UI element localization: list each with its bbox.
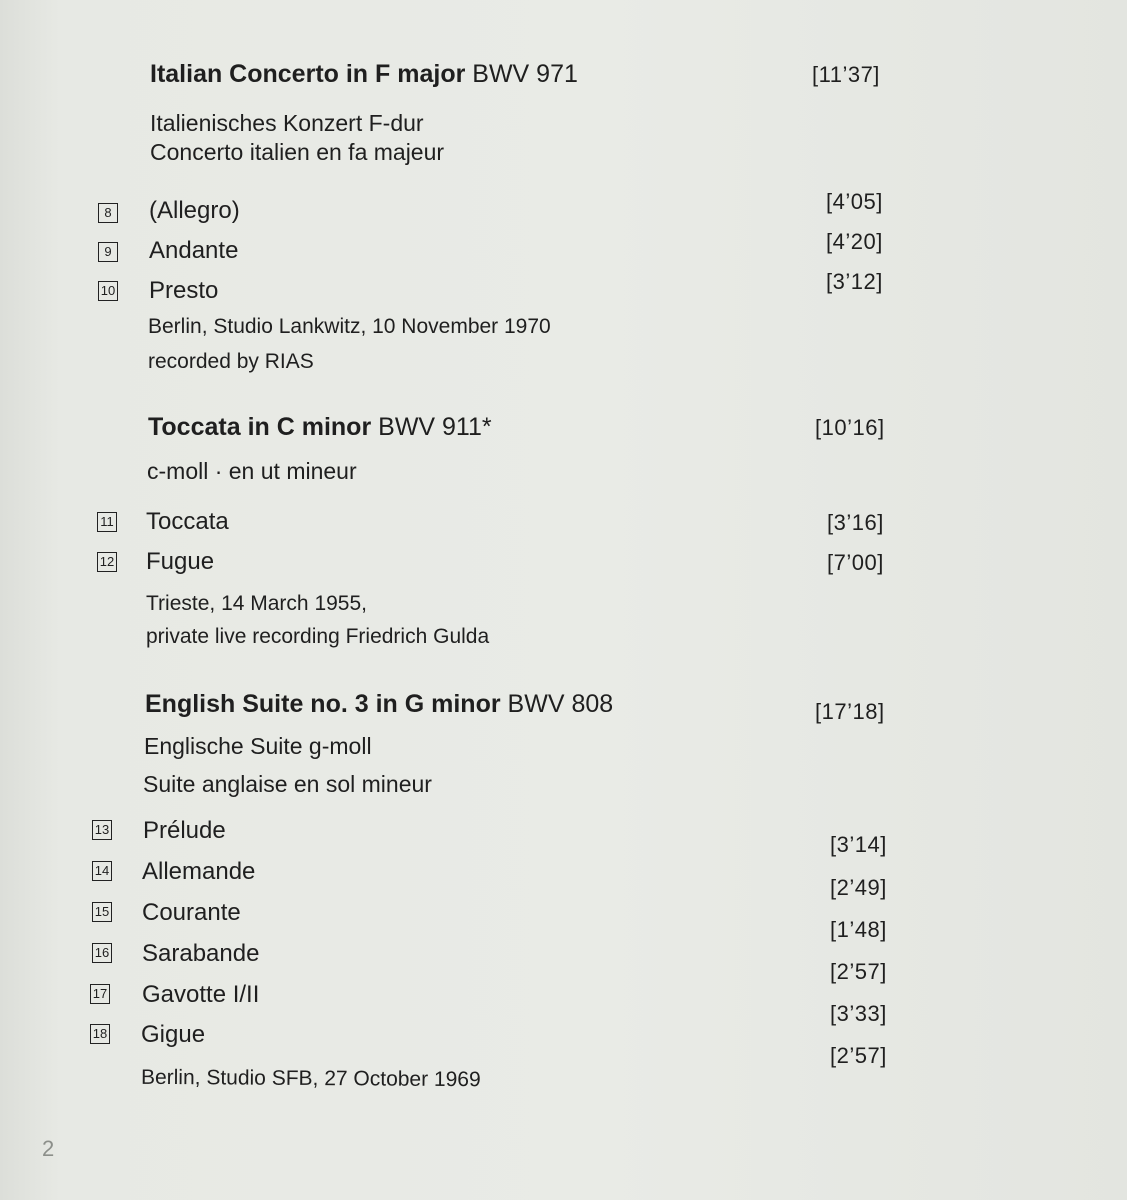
track-number-box: 11 bbox=[97, 512, 117, 532]
track-number-box: 13 bbox=[92, 820, 112, 840]
track-name: Prélude bbox=[143, 817, 226, 844]
track-number-box: 17 bbox=[90, 984, 110, 1004]
track-number-box: 10 bbox=[98, 281, 118, 301]
work-duration: [10’16] bbox=[815, 415, 885, 440]
work-subtitle: Concerto italien en fa majeur bbox=[150, 139, 445, 165]
track-duration: [4’20] bbox=[826, 229, 883, 254]
track-duration: [3’12] bbox=[826, 269, 883, 294]
track-name: Andante bbox=[149, 237, 239, 264]
work-title: Italian Concerto in F major BWV 971 bbox=[150, 60, 578, 88]
work-subtitle: Suite anglaise en sol mineur bbox=[143, 771, 432, 797]
track-name: (Allegro) bbox=[149, 197, 240, 224]
track-name: Allemande bbox=[142, 858, 256, 885]
track-number-box: 15 bbox=[92, 902, 112, 922]
track-number-box: 9 bbox=[98, 242, 118, 262]
work-title: English Suite no. 3 in G minor BWV 808 bbox=[145, 690, 614, 718]
track-duration: [3’14] bbox=[830, 832, 887, 857]
page-number: 2 bbox=[42, 1136, 55, 1161]
track-number-box: 14 bbox=[92, 861, 112, 881]
track-name: Presto bbox=[149, 277, 219, 304]
track-duration: [2’57] bbox=[830, 1043, 887, 1068]
recording-note: recorded by RIAS bbox=[148, 350, 314, 373]
work-subtitle: Italienisches Konzert F-dur bbox=[150, 110, 424, 136]
track-duration: [3’16] bbox=[827, 510, 884, 535]
track-name: Courante bbox=[142, 899, 241, 926]
work-duration: [17’18] bbox=[815, 699, 885, 724]
track-duration: [1’48] bbox=[830, 917, 887, 942]
recording-note: Berlin, Studio Lankwitz, 10 November 1970 bbox=[148, 315, 551, 338]
recording-note: Trieste, 14 March 1955, bbox=[146, 592, 367, 615]
track-name: Toccata bbox=[146, 508, 229, 535]
track-number-box: 16 bbox=[92, 943, 112, 963]
track-number-box: 12 bbox=[97, 552, 117, 572]
track-number-box: 8 bbox=[98, 203, 118, 223]
track-duration: [2’49] bbox=[830, 875, 887, 900]
recording-note: private live recording Friedrich Gulda bbox=[146, 625, 490, 648]
track-duration: [4’05] bbox=[826, 189, 883, 214]
track-duration: [7’00] bbox=[827, 550, 884, 575]
work-subtitle: Englische Suite g-moll bbox=[144, 733, 372, 759]
recording-note: Berlin, Studio SFB, 27 October 1969 bbox=[140, 1065, 481, 1092]
track-duration: [3’33] bbox=[830, 1001, 887, 1026]
track-name: Gigue bbox=[141, 1021, 206, 1048]
work-subtitle: c-moll · en ut mineur bbox=[147, 458, 357, 484]
track-name: Fugue bbox=[146, 548, 215, 575]
track-name: Gavotte I/II bbox=[142, 981, 260, 1008]
track-name: Sarabande bbox=[142, 940, 260, 967]
track-number-box: 18 bbox=[90, 1024, 110, 1044]
work-title: Toccata in C minor BWV 911* bbox=[148, 413, 492, 441]
work-duration: [11’37] bbox=[812, 62, 880, 87]
track-duration: [2’57] bbox=[830, 959, 887, 984]
